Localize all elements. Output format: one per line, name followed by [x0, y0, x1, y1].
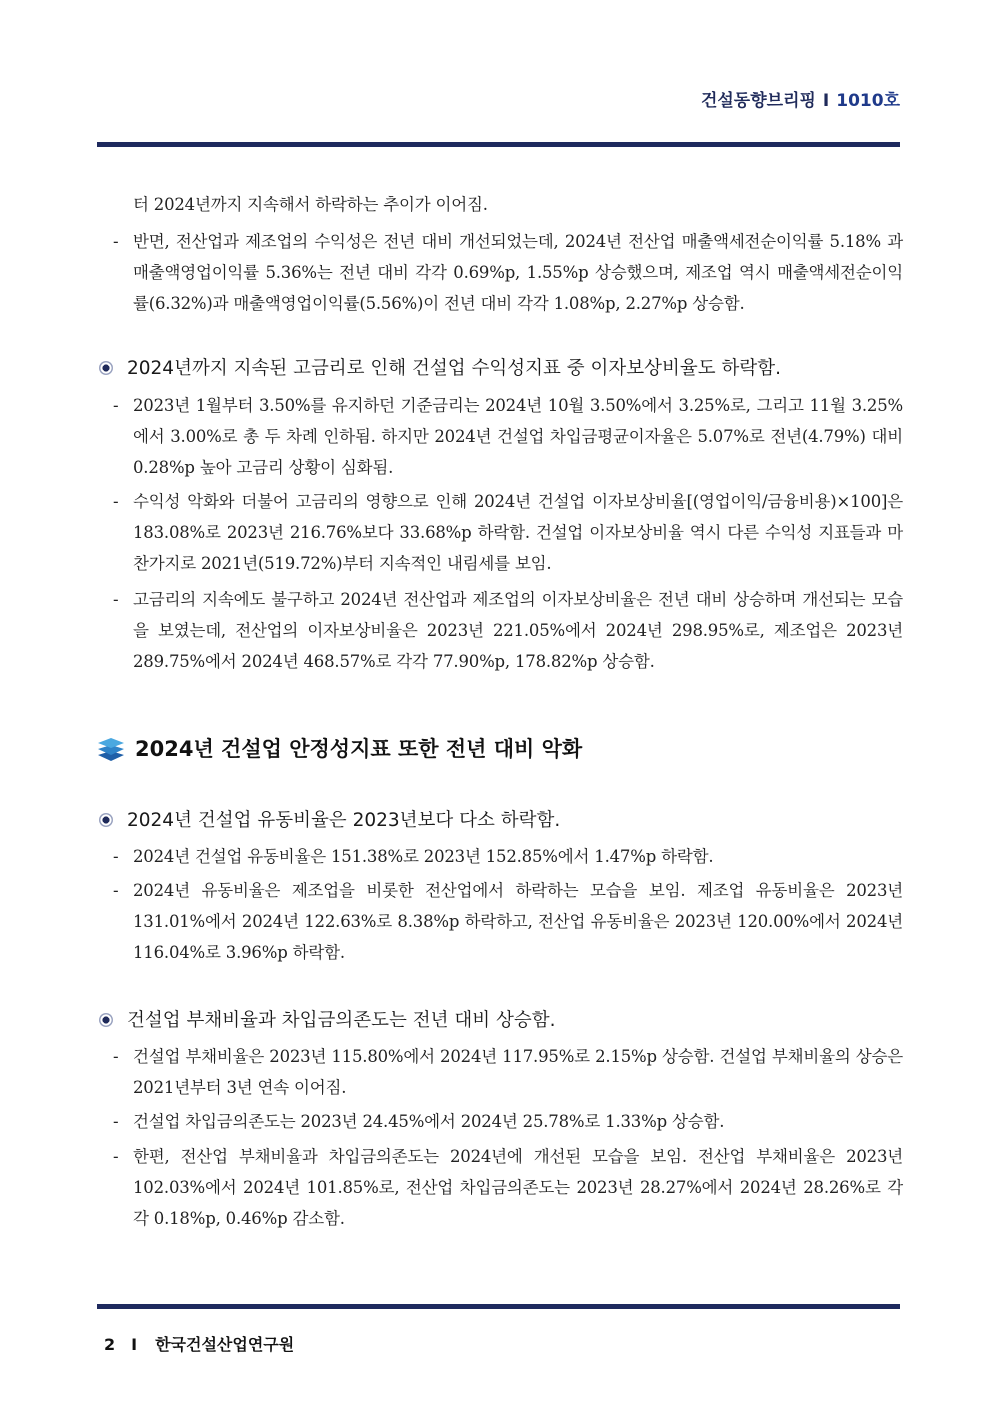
paragraph-text: 반면, 전산업과 제조업의 수익성은 전년 대비 개선되었는데, 2024년 전산업 매출액세전순이익률 5.18% 과 매출액영업이익률 5.36%는 전년 대비 각각 0.69%p, 1.55%p 상승했으며, 제조업 역시 매출액세전순이익률(6.32%)과 매출액영업이익률(5.56%)이 전년 대비 각각 1.08%p, 2.27%p 상승함.: [133, 232, 903, 313]
list-item-text: 2023년 1월부터 3.50%를 유지하던 기준금리는 2024년 10월 3.50%에서 3.25%로, 그리고 11월 3.25%에서 3.00%로 총 두 차례 인하됨. 하지만 2024년 건설업 차입금평균이자율은 5.07%로 전년(4.79%) 대비 0.28%p 높아 고금리 상황이 심화됨.: [133, 396, 903, 477]
dash-marker: -: [113, 1112, 119, 1131]
dash-marker: -: [113, 492, 119, 511]
bullet-circle-icon: [99, 1013, 113, 1027]
list-item: [113, 1141, 903, 1234]
list-item-text: 고금리의 지속에도 불구하고 2024년 전산업과 제조업의 이자보상비율은 전년 대비 상승하며 개선되는 모습을 보였는데, 전산업의 이자보상비율은 2023년 221.05%에서 2024년 298.95%로, 제조업은 2023년 289.75%에서 2024년 468.57%로 각각 77.90%p, 178.82%p 상승함.: [133, 590, 903, 671]
bullet-circle-icon: [99, 361, 113, 375]
list-item: [113, 841, 903, 872]
paragraph-text: 터 2024년까지 지속해서 하락하는 추이가 이어짐.: [133, 195, 488, 214]
list-item: [113, 486, 903, 579]
list-item: [113, 390, 903, 483]
bullet-circle-icon: [99, 813, 113, 827]
list-item: [113, 1106, 903, 1137]
publication-name: 건설동향브리핑: [700, 91, 816, 111]
paragraph-item: [113, 226, 903, 319]
bullet-heading-text: 2024년까지 지속된 고금리로 인해 건설업 수익성지표 중 이자보상비율도 하락함.: [127, 358, 782, 379]
list-item-text: 2024년 건설업 유동비율은 151.38%로 2023년 152.85%에서 1.47%p 하락함.: [133, 847, 714, 866]
bullet-heading: [99, 808, 899, 834]
layers-icon: [97, 735, 125, 763]
page-number: 2: [104, 1335, 116, 1354]
list-item-text: 2024년 유동비율은 제조업을 비롯한 전산업에서 하락하는 모습을 보임. 제조업 유동비율은 2023년 131.01%에서 2024년 122.63%로 8.38%p 하락하고, 전산업 유동비율은 2023년 120.00%에서 2024년 116.04%로 3.96%p 하락함.: [133, 881, 903, 962]
dash-marker: -: [113, 396, 119, 415]
list-item: [113, 584, 903, 677]
section-title-text: 2024년 건설업 안정성지표 또한 전년 대비 악화: [135, 737, 583, 761]
list-item-text: 건설업 부채비율은 2023년 115.80%에서 2024년 117.95%로 2.15%p 상승함. 건설업 부채비율의 상승은 2021년부터 3년 연속 이어짐.: [133, 1047, 903, 1097]
paragraph-continuation: [113, 189, 903, 220]
dash-marker: -: [113, 232, 119, 251]
bullet-heading-text: 건설업 부채비율과 차입금의존도는 전년 대비 상승함.: [127, 1010, 556, 1031]
dash-marker: -: [113, 881, 119, 900]
bullet-heading-text: 2024년 건설업 유동비율은 2023년보다 다소 하락함.: [127, 810, 561, 831]
page-footer: [104, 1332, 294, 1355]
footer-rule: [97, 1304, 900, 1309]
organization-name: 한국건설산업연구원: [155, 1335, 295, 1354]
dash-marker: -: [113, 1147, 119, 1166]
list-item: [113, 875, 903, 968]
bullet-heading: [99, 1008, 899, 1034]
list-item: [113, 1041, 903, 1103]
issue-number: 1010호: [836, 91, 900, 111]
footer-separator: I: [131, 1335, 138, 1354]
dash-marker: -: [113, 847, 119, 866]
header-rule: [97, 142, 900, 147]
section-title: [97, 733, 582, 763]
dash-marker: -: [113, 590, 119, 609]
list-item-text: 건설업 차입금의존도는 2023년 24.45%에서 2024년 25.78%로 1.33%p 상승함.: [133, 1112, 725, 1131]
dash-marker: -: [113, 1047, 119, 1066]
bullet-heading: [99, 356, 899, 382]
page-header: [701, 86, 900, 111]
list-item-text: 수익성 악화와 더불어 고금리의 영향으로 인해 2024년 건설업 이자보상비율[(영업이익/금융비용)×100]은 183.08%로 2023년 216.76%보다 33.68%p 하락함. 건설업 이자보상비율 역시 다른 수익성 지표들과 마찬가지로 2021년(519.72%)부터 지속적인 내림세를 보임.: [133, 492, 903, 573]
list-item-text: 한편, 전산업 부채비율과 차입금의존도는 2024년에 개선된 모습을 보임. 전산업 부채비율은 2023년 102.03%에서 2024년 101.85%로, 전산업 차입금의존도는 2023년 28.27%에서 2024년 28.26%로 각각 0.18%p, 0.46%p 감소함.: [133, 1147, 903, 1228]
header-separator: I: [822, 91, 830, 111]
